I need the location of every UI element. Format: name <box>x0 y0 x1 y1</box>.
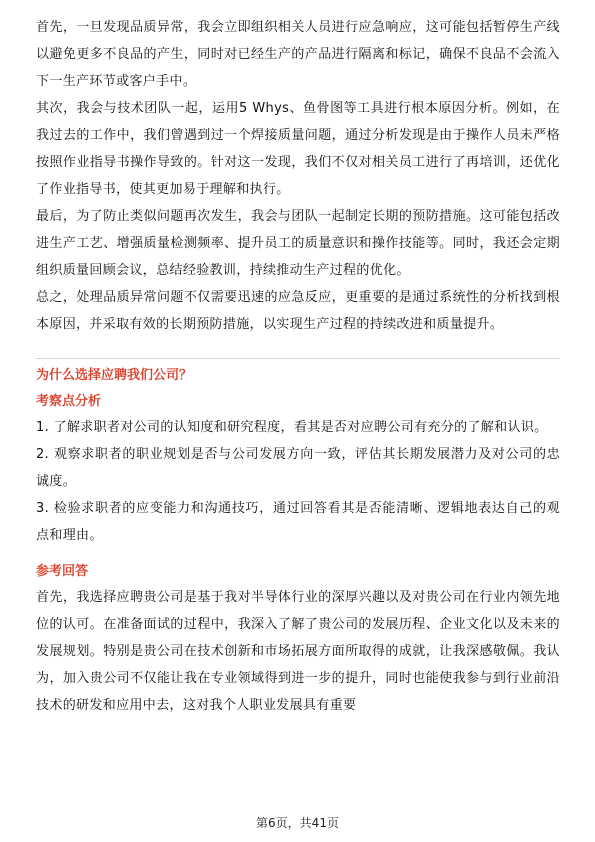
section-divider <box>36 358 560 359</box>
answer-paragraph: 首先，一旦发现品质异常，我会立即组织相关人员进行应急响应，这可能包括暂停生产线以避免更多不良品的产生，同时对已经生产的产品进行隔离和标记，确保不良品不会流入下一生产环节或客户手中。 <box>36 20 560 89</box>
answer-paragraph: 总之，处理品质异常问题不仅需要迅速的应急反应，更重要的是通过系统性的分析找到根本原因，并采取有效的长期预防措施，以实现生产过程的持续改进和质量提升。 <box>36 290 560 332</box>
analysis-heading: 考察点分析 <box>36 394 102 409</box>
analysis-point: 2. 观察求职者的职业规划是否与公司发展方向一致，评估其长期发展潜力及对公司的忠诚度。 <box>36 447 560 489</box>
document-page <box>36 14 560 719</box>
question-title: 为什么选择应聘我们公司？ <box>36 368 193 383</box>
analysis-point: 1. 了解求职者对公司的认知度和研究程度，看其是否对应聘公司有充分的了解和认识。 <box>36 420 548 435</box>
question-section <box>36 363 560 719</box>
answer-paragraph: 最后，为了防止类似问题再次发生，我会与团队一起制定长期的预防措施。这可能包括改进生产工艺、增强质量检测频率、提升员工的质量意识和操作技能等。同时，我还会定期组织质量回顾会议，总结经验教训，持续推动生产过程的优化。 <box>36 209 560 278</box>
reference-paragraph: 首先，我选择应聘贵公司是基于我对半导体行业的深厚兴趣以及对贵公司在行业内领先地位的认可。在准备面试的过程中，我深入了解了贵公司的发展历程、企业文化以及未来的发展规划。特别是贵公司在技术创新和市场拓展方面所取得的成就，让我深感敬佩。我认为，加入贵公司不仅能让我在专业领域得到进一步的提升，同时也能使我参与到行业前沿技术的研发和应用中去，这对我个人职业发展具有重要 <box>36 590 560 713</box>
reference-heading: 参考回答 <box>36 564 89 579</box>
analysis-point: 3. 检验求职者的应变能力和沟通技巧，通过回答看其是否能清晰、逻辑地表达自己的观点和理由。 <box>36 501 560 543</box>
previous-answer <box>36 14 560 338</box>
answer-paragraph: 其次，我会与技术团队一起，运用5 Whys、鱼骨图等工具进行根本原因分析。例如，在我过去的工作中，我们曾遇到过一个焊接质量问题，通过分析发现是由于操作人员未严格按照作业指导书操作导致的。针对这一发现，我们不仅对相关员工进行了再培训，还优化了作业指导书，使其更加易于理解和执行。 <box>36 101 560 197</box>
page-number: 第6页，共41页 <box>256 816 339 830</box>
